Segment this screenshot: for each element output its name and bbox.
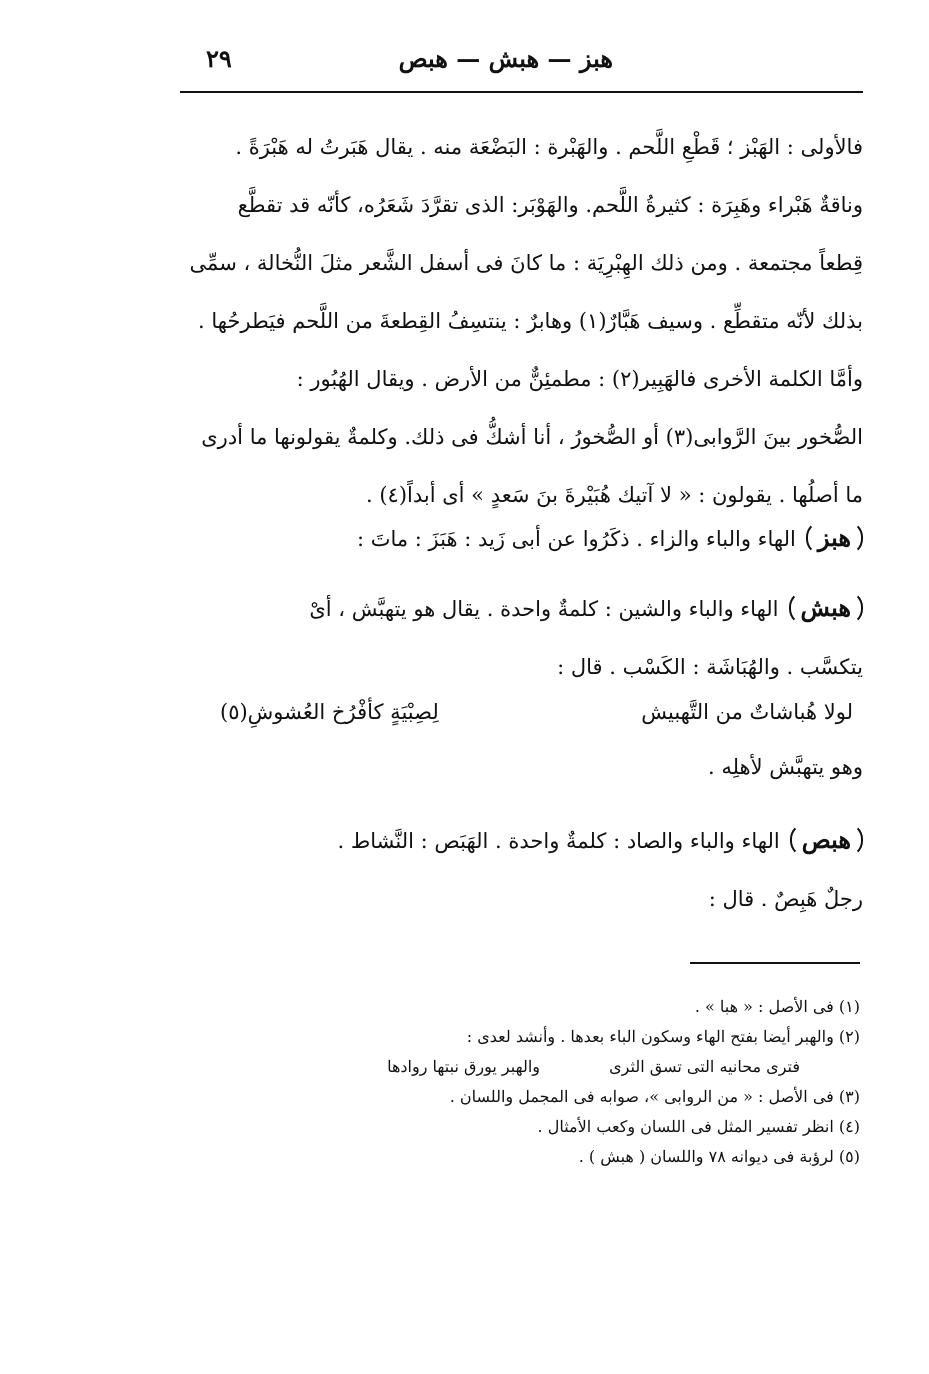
verse-line [180, 700, 863, 740]
footnotes [280, 992, 860, 1172]
entry-headword: هبش [789, 591, 864, 625]
footnote-4: (٤) انظر تفسير المثل فى اللسان وكعب الأمثال . [537, 1117, 860, 1136]
entry-line [180, 812, 863, 870]
footnote-2-verse [280, 1052, 860, 1082]
entry-text: الهاء والباء والصاد : كلمةٌ واحدة . الهَبَص : النَّشاط . [337, 829, 780, 853]
verse-first-hemistich: لولا هُباشاتٌ من التَّهبيش [641, 700, 853, 724]
page-number: ٢٩ [206, 44, 232, 73]
footnote-3: (٣) فى الأصل : « من الروابى »، صوابه فى المجمل واللسان . [449, 1087, 860, 1106]
text-line: وأمَّا الكلمة الأخرى فالهَبِير(٢) : مطمئِنٌّ من الأرض . ويقال الهُبُور : [296, 367, 863, 391]
entry-headword: هبص [790, 823, 863, 857]
footnote-verse-first: فترى محانيه التى تسق الثرى [609, 1057, 800, 1076]
text-line: بذلك لأنّه متقطِّع . وسيف هَبَّارٌ(١) وهابرٌ : ينتسِفُ القِطعةَ من اللَّحم فيَطرحُها . [197, 309, 863, 333]
footnote-verse-second: والهبر يورق نبتها روادها [387, 1057, 540, 1076]
entry-habz [180, 510, 863, 568]
page-header [180, 44, 863, 88]
paragraph-habr [180, 118, 863, 524]
entry-headword: هبز [806, 521, 863, 555]
entry-line [180, 580, 863, 638]
text-line: قِطعاً مجتمعة . ومن ذلك الهِبْرِيَة : ما كانَ فى أسفل الشَّعر مثلَ النُّخالة ، سمِّى [189, 251, 863, 275]
entry-line: يتكسَّب . والهُبَاشَة : الكَسْب . قال : [557, 655, 863, 679]
verse-second-hemistich: لِصِبْيَةٍ كأفْرُخ العُشوشِ(٥) [220, 700, 439, 724]
footnote-1: (١) فى الأصل : « هبا » . [694, 997, 860, 1016]
entry-habs [180, 812, 863, 928]
text-line: ما أصلُها . يقولون : « لا آتيك هُبَيْرةَ بنَ سَعدٍ » أى أبداً(٤) . [366, 483, 863, 507]
entry-line: رجلٌ هَبِصٌ . قال : [708, 887, 863, 911]
entry-text: الهاء والباء والشين : كلمةٌ واحدة . يقال هو يتهبَّش ، أىْ [309, 597, 779, 621]
header-title: هبز — هبش — هبص [398, 44, 613, 73]
text-line: وناقةٌ هَبْراء وهَبِرَة : كثيرةُ اللَّحم. والهَوْبَر: الذى تقرَّدَ شَعَرُه، كأنّه قد تقطَّع [237, 193, 863, 217]
entry-habsh [180, 580, 863, 696]
footnote-2: (٢) والهبر أيضا بفتح الهاء وسكون الباء بعدها . وأنشد لعدى : [466, 1027, 860, 1046]
footnote-5: (٥) لرؤبة فى ديوانه ٧٨ واللسان ( هبش ) . [578, 1147, 860, 1166]
entry-line [180, 510, 863, 568]
verse-commentary: وهو يتهبَّش لأهلِه . [708, 755, 863, 779]
text-line: الصُّخور بينَ الرَّوابى(٣) أو الصُّخورُ ، أنا أشكُّ فى ذلك. وكلمةٌ يقولونها ما أدرى [201, 425, 863, 449]
header-divider [180, 91, 863, 93]
entry-text: الهاء والباء والزاء . ذكَرُوا عن أبى زَيد : هَبَزَ : ماتَ : [356, 527, 796, 551]
footnote-divider [690, 962, 860, 964]
text-line: فالأولى : الهَبْز ؛ قَطْعِ اللَّحم . والهَبْرة : البَضْعَة منه . يقال هَبَرتُ له هَبْرَةً . [235, 135, 863, 159]
